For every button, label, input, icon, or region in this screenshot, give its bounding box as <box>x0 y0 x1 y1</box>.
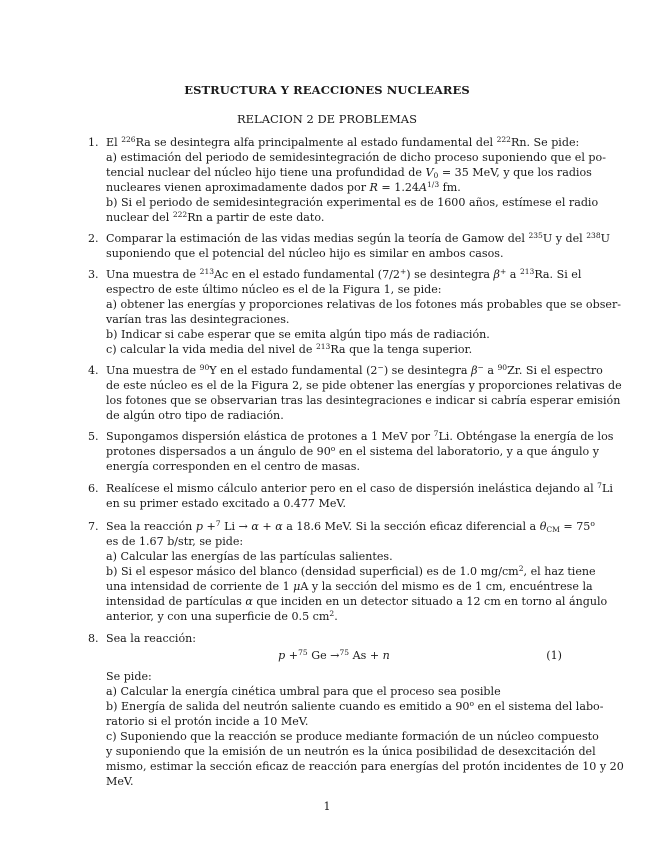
text-fragment: = 75 <box>559 520 591 533</box>
text-fragment: R <box>369 181 378 194</box>
document-title: ESTRUCTURA Y REACCIONES NUCLEARES <box>184 83 470 97</box>
text-fragment: a) obtener las energías y proporciones relativas de los fotones más probables que se obser- <box>106 298 622 311</box>
text-line <box>106 443 599 459</box>
problem-text <box>106 134 606 225</box>
text-fragment: intensidad de partículas <box>106 595 246 608</box>
problem-2 <box>88 230 610 261</box>
text-fragment: Una muestra de <box>106 364 200 377</box>
text-fragment: 222 <box>172 209 188 219</box>
problem-text <box>106 266 622 357</box>
problem-4 <box>88 362 622 423</box>
text-line <box>106 684 562 699</box>
text-fragment: b) Indicar si cabe esperar que se emita algún tipo más de radiación. <box>106 328 490 341</box>
text-fragment: 0 <box>433 171 439 181</box>
text-fragment: − <box>477 362 484 372</box>
text-line <box>106 549 562 564</box>
text-fragment: o <box>330 443 336 453</box>
text-fragment: Comparar la estimación de las vidas medias según la teoría de Gamow del <box>106 232 529 245</box>
text-fragment: Li → <box>220 520 252 533</box>
text-fragment: 90 <box>199 362 210 372</box>
problem-questions <box>106 669 624 789</box>
problem-number: 7. <box>88 520 99 533</box>
text-fragment: Li. Obténgase la energía de los <box>438 430 614 443</box>
text-fragment: U y del <box>542 232 587 245</box>
text-fragment: − <box>377 362 384 372</box>
text-fragment: energía corresponden en el centro de masas. <box>106 460 361 473</box>
text-fragment: A y la sección del mismo es de 1 cm, encuéntrese la <box>300 580 593 593</box>
text-line <box>106 428 614 444</box>
text-fragment: de algún otro tipo de radiación. <box>106 409 284 422</box>
problem-number: 8. <box>88 632 99 645</box>
text-line <box>106 774 562 789</box>
text-fragment: Una muestra de <box>106 268 200 281</box>
text-fragment: c) Suponiendo que la reacción se produce mediante formación de un núcleo compuesto <box>106 730 599 743</box>
text-fragment: 90 <box>497 362 508 372</box>
text-line <box>106 150 606 165</box>
text-line <box>106 180 562 195</box>
text-fragment: Li <box>601 482 613 495</box>
text-fragment: varían tras las desintegraciones. <box>106 313 290 326</box>
problem-3 <box>88 266 622 357</box>
text-fragment: ) se desintegra <box>406 268 494 281</box>
text-fragment: a <box>483 364 498 377</box>
text-fragment: 226 <box>121 134 136 144</box>
text-fragment: anterior, y con una superficie de 0.5 cm <box>106 610 330 623</box>
page-number: 1 <box>323 800 331 813</box>
text-line <box>106 195 599 210</box>
text-fragment: Ra. Si el <box>534 268 582 281</box>
text-fragment: μ <box>293 580 301 593</box>
text-fragment: 238 <box>586 230 601 240</box>
text-fragment: protones dispersados a un ángulo de 90 <box>106 445 331 458</box>
text-line <box>106 714 562 729</box>
equation-number: (1) <box>546 649 562 662</box>
text-line <box>106 362 603 378</box>
text-fragment: V <box>425 166 434 179</box>
text-line <box>106 480 613 496</box>
text-line <box>106 266 582 282</box>
text-fragment: ratorio si el protón incide a 10 MeV. <box>106 715 309 728</box>
problem-7 <box>88 518 608 624</box>
text-line <box>106 534 562 549</box>
text-line <box>106 579 593 594</box>
text-fragment: Rn a partir de este dato. <box>187 211 325 224</box>
problem-text <box>106 480 613 511</box>
text-fragment: 75 <box>339 647 350 657</box>
problem-text <box>106 518 608 624</box>
text-fragment: nuclear del <box>106 211 173 224</box>
text-fragment: 235 <box>528 230 543 240</box>
text-fragment: A <box>418 181 427 194</box>
text-fragment: 222 <box>496 134 511 144</box>
text-fragment: Rn. Se pide: <box>510 136 580 149</box>
text-fragment: + <box>258 520 276 533</box>
problem-text <box>106 631 562 646</box>
problem-number: 3. <box>88 268 99 281</box>
text-line <box>106 496 562 511</box>
text-fragment: de este núcleo es el de la Figura 2, se pide obtener las energías y proporciones relativas de <box>106 379 622 392</box>
text-fragment: 75 <box>298 647 308 657</box>
text-fragment: fm. <box>439 181 461 194</box>
text-fragment: 7 <box>433 428 439 438</box>
problem-number: 4. <box>88 364 99 377</box>
problem-text <box>106 362 622 423</box>
text-fragment: espectro de este último núcleo es el de la Figura 1, se pide: <box>106 283 442 296</box>
text-fragment: α <box>245 595 253 608</box>
text-fragment: suponiendo que el potencial del núcleo hijo es similar en ambos casos. <box>106 247 504 260</box>
text-fragment: + <box>202 520 216 533</box>
text-fragment: es de 1.67 b/str, se pide: <box>106 535 244 548</box>
text-fragment: 2 <box>518 563 524 573</box>
text-fragment: 7 <box>215 518 221 528</box>
text-fragment: a) Calcular las energías de las partículas salientes. <box>106 550 393 563</box>
text-fragment: tencial nuclear del núcleo hijo tiene una profundidad de <box>106 166 426 179</box>
text-fragment: a) estimación del periodo de semidesintegración de dicho proceso suponiendo que el po- <box>106 151 606 164</box>
text-line <box>106 594 608 609</box>
problem-number: 2. <box>88 232 99 245</box>
text-line <box>106 698 604 714</box>
text-fragment: = 35 MeV, y que los radios <box>438 166 592 179</box>
text-fragment: o <box>590 518 595 528</box>
text-fragment: El <box>106 136 122 149</box>
text-fragment: As + <box>349 649 383 662</box>
problem-number: 1. <box>88 136 99 149</box>
text-fragment: Sea la reacción: <box>106 632 197 645</box>
text-fragment: Realícese el mismo cálculo anterior pero en el caso de dispersión inelástica dejando al <box>106 482 598 495</box>
text-line <box>106 246 562 261</box>
text-line <box>106 327 562 342</box>
problem-1 <box>88 134 606 225</box>
text-fragment: 213 <box>315 341 331 351</box>
text-fragment: . <box>334 610 338 623</box>
text-fragment: + <box>285 649 299 662</box>
text-fragment: Ge → <box>307 649 340 662</box>
text-fragment: en su primer estado excitado a 0.477 MeV. <box>106 497 347 510</box>
text-fragment: + <box>399 266 407 276</box>
text-fragment: ) se desintegra <box>383 364 472 377</box>
text-line <box>106 282 562 297</box>
problem-8 <box>88 631 624 789</box>
text-line <box>106 518 595 535</box>
equation-body <box>106 648 562 663</box>
problem-number: 6. <box>88 482 99 495</box>
document-subtitle: RELACION 2 DE PROBLEMAS <box>237 112 417 126</box>
text-fragment: β <box>471 364 478 377</box>
text-line <box>106 210 562 225</box>
text-fragment: Sea la reacción <box>106 520 196 533</box>
text-line <box>106 408 562 423</box>
text-fragment: mismo, estimar la sección eficaz de reacción para energías del protón incidentes de 10 y 20 <box>106 760 624 773</box>
text-line <box>106 563 596 579</box>
text-fragment: nucleares vienen aproximadamente dados por <box>106 181 370 194</box>
text-fragment: a) Calcular la energía cinética umbral para que el proceso sea posible <box>106 685 501 698</box>
text-line <box>106 609 562 624</box>
text-line <box>106 230 610 246</box>
text-fragment: = 1.24 <box>377 181 419 194</box>
text-fragment: una intensidad de corriente de 1 <box>106 580 294 593</box>
problem-number: 5. <box>88 430 99 443</box>
text-fragment: b) Si el espesor másico del blanco (densidad superficial) es de 1.0 mg/cm <box>106 565 519 578</box>
text-fragment: θ <box>539 520 547 533</box>
text-fragment: α <box>275 520 283 533</box>
text-fragment: Ra que la tenga superior. <box>330 343 473 356</box>
problem-6 <box>88 480 613 511</box>
text-fragment: MeV. <box>106 775 134 788</box>
text-line <box>106 378 622 393</box>
text-line <box>106 459 562 474</box>
text-line <box>106 297 622 312</box>
text-fragment: b) Energía de salida del neutrón saliente cuando es emitido a 90 <box>106 700 470 713</box>
text-fragment: Supongamos dispersión elástica de protones a 1 MeV por <box>106 430 434 443</box>
text-line <box>106 393 621 408</box>
text-fragment: y suponiendo que la emisión de un neutrón es la única posibilidad de desexcitación del <box>106 745 596 758</box>
text-fragment: Ra se desintegra alfa principalmente al estado fundamental del <box>135 136 497 149</box>
text-fragment: 7 <box>597 480 602 490</box>
text-line <box>106 165 592 181</box>
text-fragment: n <box>382 649 390 662</box>
text-line <box>106 729 599 744</box>
text-fragment: , el haz tiene <box>523 565 596 578</box>
text-line <box>106 134 580 150</box>
text-fragment: p <box>278 649 286 662</box>
text-fragment: 2 <box>329 608 335 618</box>
text-fragment: Y en el estado fundamental (2 <box>209 364 378 377</box>
text-fragment: 1/3 <box>426 179 440 189</box>
text-fragment: en el sistema del laboratorio, y a que ángulo y <box>335 445 599 458</box>
text-fragment: b) Si el periodo de semidesintegración experimental es de 1600 años, estímese el radio <box>106 196 599 209</box>
text-fragment: que inciden en un detector situado a 12 cm en torno al ángulo <box>252 595 608 608</box>
text-fragment: Ac en el estado fundamental (7/2 <box>214 268 400 281</box>
problem-text <box>106 428 614 474</box>
text-fragment: CM <box>546 525 560 535</box>
text-fragment: a <box>506 268 520 281</box>
text-line <box>106 669 562 684</box>
text-fragment: 213 <box>519 266 535 276</box>
text-fragment: α <box>251 520 259 533</box>
problem-5 <box>88 428 614 474</box>
text-line <box>106 759 624 774</box>
reaction-equation <box>106 648 562 663</box>
text-line <box>106 312 562 327</box>
text-fragment: a 18.6 MeV. Si la sección eficaz diferencial a <box>282 520 540 533</box>
text-fragment: β <box>493 268 500 281</box>
text-fragment: en el sistema del labo- <box>474 700 604 713</box>
text-fragment: p <box>195 520 203 533</box>
text-fragment: c) calcular la vida media del nivel de <box>106 343 316 356</box>
text-fragment: 213 <box>199 266 215 276</box>
text-fragment: los fotones que se observarian tras las desintegraciones e indicar si cabría esperar emisión <box>106 394 621 407</box>
text-fragment: Se pide: <box>106 670 152 683</box>
text-fragment: + <box>499 266 507 276</box>
text-line <box>106 631 562 646</box>
text-line <box>106 744 596 759</box>
text-fragment: o <box>469 698 475 708</box>
text-fragment: Zr. Si el espectro <box>507 364 603 377</box>
text-fragment: U <box>600 232 610 245</box>
problem-text <box>106 230 610 261</box>
text-line <box>106 342 562 357</box>
